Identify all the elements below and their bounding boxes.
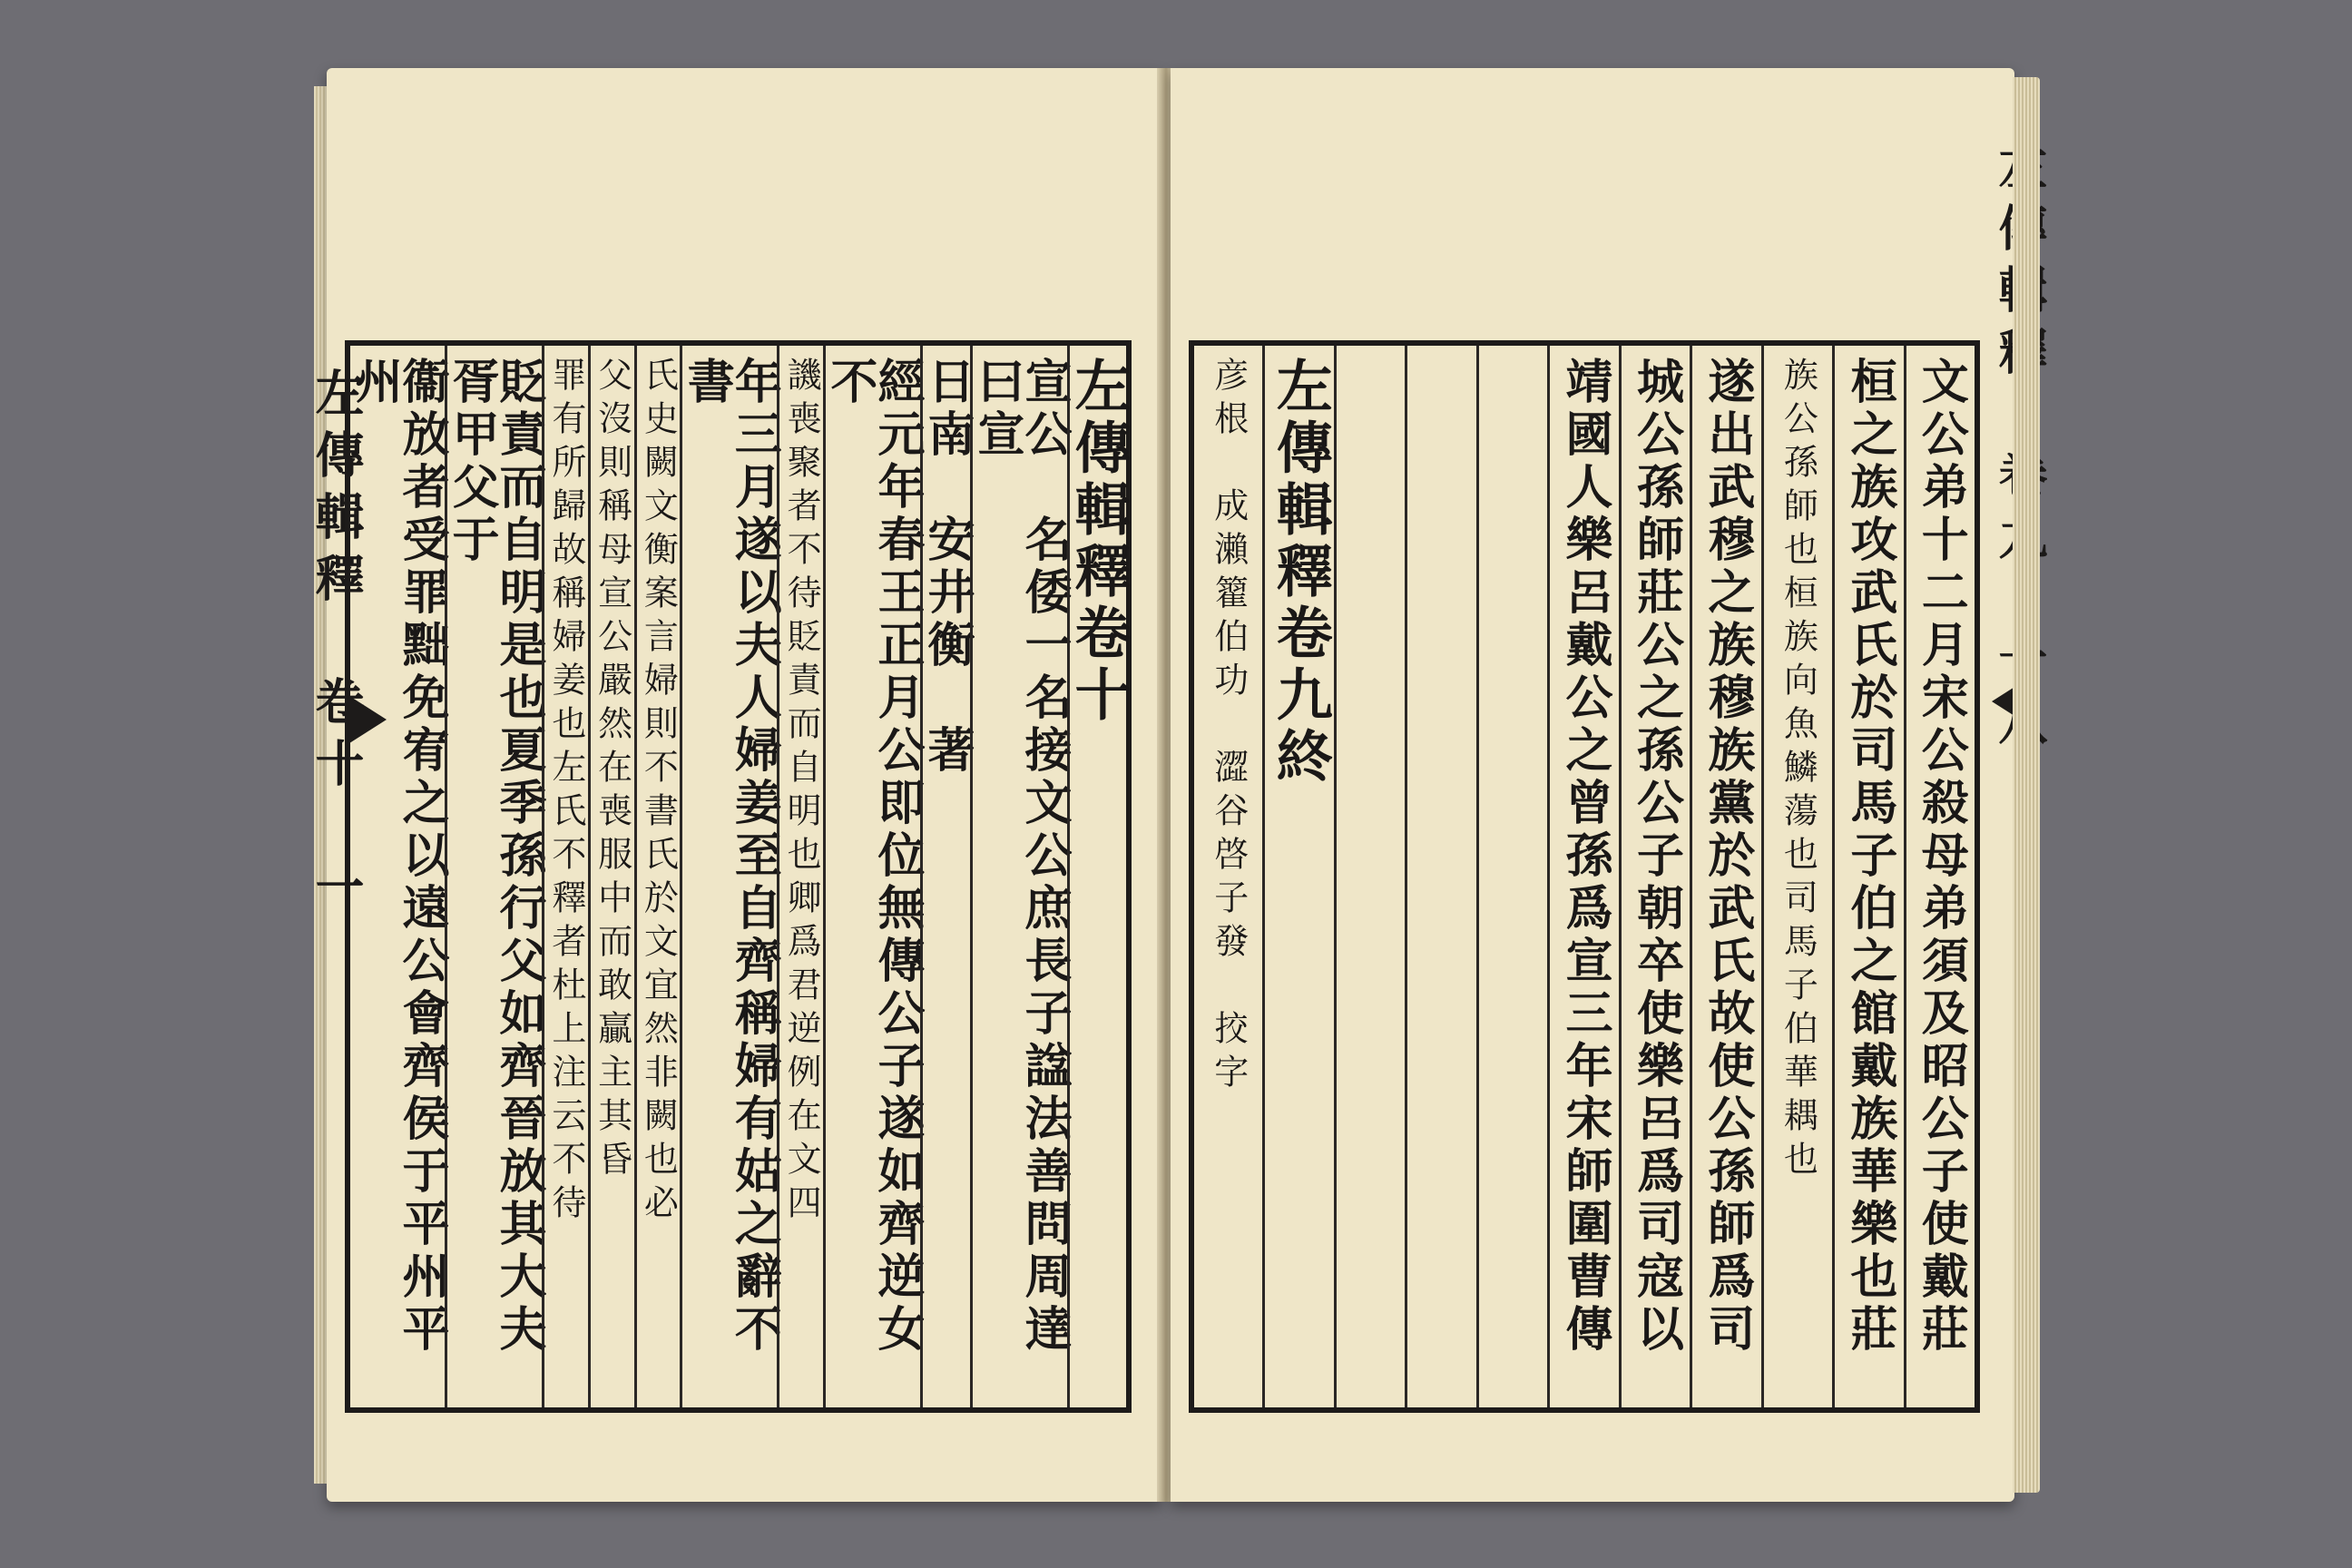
right-text-frame xyxy=(1189,340,1980,1413)
text-column: 靖國人樂呂戴公之曾孫爲宣三年宋師圍曹傳 xyxy=(1547,346,1618,1407)
text-column: 族公孫師也桓族向魚鱗蕩也司馬子伯華耦也 xyxy=(1761,346,1832,1407)
open-book xyxy=(308,68,2014,1502)
text-column: 城公孫師莊公之孫公子朝卒使樂呂爲司寇以 xyxy=(1619,346,1690,1407)
text-column xyxy=(1405,346,1475,1407)
text-column: 文公弟十二月宋公殺母弟須及昭公子使戴莊 xyxy=(1904,346,1975,1407)
text-column: 氏史闕文衡案言婦則不書氏於文宜然非闕也必 xyxy=(634,346,681,1407)
text-column: 罪有所歸故稱婦姜也左氏不釋者杜上注云不待 xyxy=(542,346,588,1407)
text-column: 譏喪聚者不待貶責而自明也卿爲君逆例在文四 xyxy=(777,346,823,1407)
text-column: 遂出武穆之族穆族黨於武氏故使公孫師爲司 xyxy=(1690,346,1760,1407)
left-text-frame xyxy=(345,340,1132,1413)
text-column xyxy=(1476,346,1547,1407)
text-column: 左傳輯釋卷十 xyxy=(1067,346,1126,1407)
text-column: 貶責而自明是也夏季孫行父如齊晉放其大夫胥甲父于 xyxy=(445,346,542,1407)
text-column xyxy=(1334,346,1405,1407)
text-column: 宣公 名倭一名接文公庶長子諡法善問周達曰宣 xyxy=(970,346,1067,1407)
text-column: 桓之族攻武氏於司馬子伯之館戴族華樂也莊 xyxy=(1832,346,1903,1407)
text-column: 衞放者受罪黜免宥之以遠公會齊侯于平州平州 xyxy=(347,357,449,1357)
text-column: 彦根 成瀨籊伯功 澀谷啓子發 挍字 xyxy=(1208,357,1249,1097)
text-column: 日南 安井衡 著 xyxy=(920,346,970,1407)
left-page xyxy=(308,68,1161,1502)
left-spine-label: 左傳輯釋 卷十 一 xyxy=(308,368,366,923)
page-stack-right xyxy=(2013,77,2040,1493)
right-page xyxy=(1171,68,2014,1502)
text-column: 年三月遂以夫人婦姜至自齊稱婦有姑之辭不書 xyxy=(680,346,777,1407)
text-column: 左傳輯釋卷九終 xyxy=(1262,346,1333,1407)
text-column: 經元年春王正月公即位無傳公子遂如齊逆女不 xyxy=(823,346,920,1407)
text-column: 父沒則稱母宣公嚴然在喪服中而敢贏主其昏 xyxy=(588,346,634,1407)
